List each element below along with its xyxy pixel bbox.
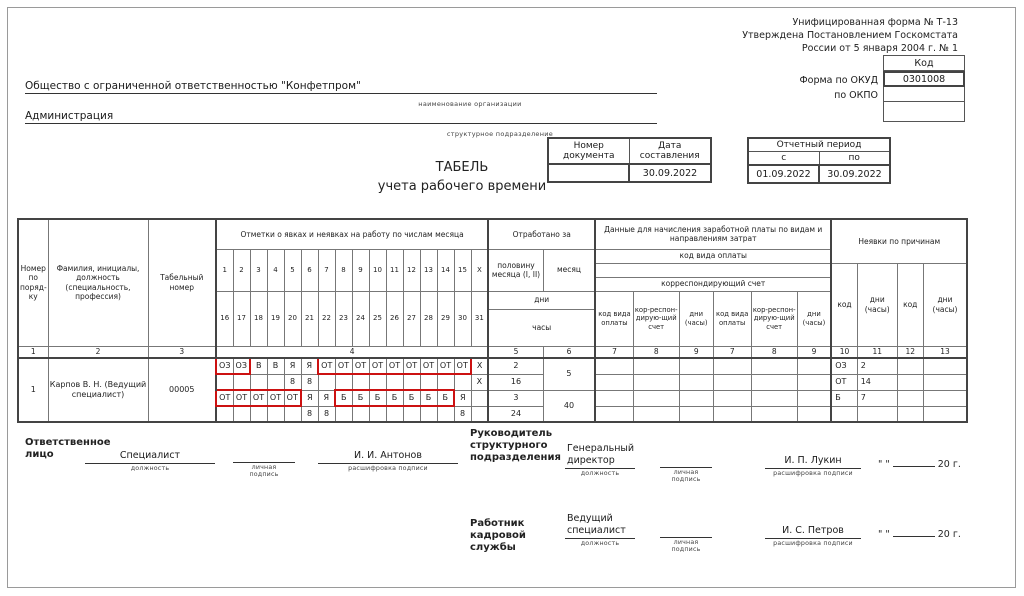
document-title: [330, 158, 594, 196]
colnum: 4: [216, 346, 488, 358]
header-worked-days: дни: [488, 291, 595, 309]
date-year-suffix: г.: [952, 529, 961, 540]
okpo-value: [883, 87, 965, 102]
title-line-2: учета рабочего времени: [377, 179, 547, 194]
signature-caption: личная подпись: [671, 539, 701, 553]
signature-caption: личная подпись: [249, 464, 279, 478]
day-cell: 16: [216, 291, 233, 346]
day-cell: [420, 374, 437, 390]
day-cell: Б: [403, 390, 420, 406]
colnum: 6: [543, 346, 595, 358]
worked-half1-hours: 16: [488, 374, 543, 390]
colnum: 8: [751, 346, 797, 358]
day-cell: 13: [420, 249, 437, 291]
table-cell: [595, 390, 633, 406]
header-pay-sub-3: дни (часы): [679, 291, 713, 346]
day-cell: Я: [454, 390, 471, 406]
worked-half2-hours: 24: [488, 406, 543, 422]
day-cell: В: [250, 358, 267, 374]
responsible-position: [85, 450, 215, 472]
day-cell: [216, 406, 233, 422]
day-cell: 8: [301, 406, 318, 422]
header-worked-half: половину месяца (I, II): [488, 249, 543, 291]
absence-days: 2: [857, 358, 897, 374]
absence-days: 7: [857, 390, 897, 406]
table-cell: [751, 374, 797, 390]
table-cell: [713, 390, 751, 406]
day-cell: [471, 406, 488, 422]
date-year: 20: [937, 459, 950, 470]
table-cell: [797, 358, 831, 374]
head-position: [565, 443, 635, 477]
table-cell: [713, 374, 751, 390]
day-cell: [335, 374, 352, 390]
day-cell: 12: [403, 249, 420, 291]
code-box-header: Код: [883, 55, 965, 71]
position-caption: должность: [580, 470, 620, 477]
day-cell: 28: [420, 291, 437, 346]
period-from-label: с: [748, 152, 819, 166]
absence-days: [857, 406, 897, 422]
day-cell: Б: [335, 390, 352, 406]
day-cell: [216, 374, 233, 390]
table-cell: [633, 406, 679, 422]
colnum: 11: [857, 346, 897, 358]
hr-name: [765, 525, 861, 547]
absence-code: ОЗ: [831, 358, 857, 374]
head-signature-line: [660, 455, 712, 468]
day-cell: ОТ: [369, 358, 386, 374]
table-cell: [897, 406, 923, 422]
day-cell: 18: [250, 291, 267, 346]
day-cell: ОТ: [352, 358, 369, 374]
day-cell: Б: [369, 390, 386, 406]
day-cell: [267, 406, 284, 422]
colnum: 9: [679, 346, 713, 358]
absence-code: Б: [831, 390, 857, 406]
colnum: 2: [48, 346, 148, 358]
colnum: 1: [18, 346, 48, 358]
structural-unit-caption: структурное подразделение: [446, 130, 554, 138]
responsible-name-value: И. И. Антонов: [318, 450, 458, 464]
responsible-person-label: Ответственное лицо: [25, 437, 111, 460]
worked-month-hours: 40: [543, 390, 595, 422]
colnum: 9: [797, 346, 831, 358]
day-cell: ОТ: [335, 358, 352, 374]
header-worked: Отработано за: [488, 219, 595, 249]
day-cell: ОТ: [250, 390, 267, 406]
day-cell: 2: [233, 249, 250, 291]
colnum: 5: [488, 346, 543, 358]
header-pay-sub-2: кор-респон-дирую-щий счет: [633, 291, 679, 346]
transcript-caption: расшифровка подписи: [773, 470, 853, 477]
hr-date-line: [878, 526, 961, 540]
date-year-suffix: г.: [952, 459, 961, 470]
transcript-caption: расшифровка подписи: [348, 465, 428, 472]
day-cell: X: [471, 374, 488, 390]
day-cell: 1: [216, 249, 233, 291]
table-cell: [633, 358, 679, 374]
header-pay: Данные для начисления заработной платы по видам и направлениям затрат: [595, 219, 831, 249]
table-cell: [595, 406, 633, 422]
day-cell: ОТ: [403, 358, 420, 374]
doc-date-value: 30.09.2022: [629, 164, 711, 182]
transcript-caption: расшифровка подписи: [773, 540, 853, 547]
date-year: 20: [937, 529, 950, 540]
header-pay-sub-5: кор-респон-дирую-щий счет: [751, 291, 797, 346]
timesheet-table: [17, 218, 968, 423]
okud-label: Форма по ОКУД: [799, 75, 878, 86]
header-pay-sub-1: код вида оплаты: [595, 291, 633, 346]
day-cell: X: [471, 249, 488, 291]
unit-head-label: Руководитель структурного подразделения: [470, 428, 561, 463]
absence-code: [831, 406, 857, 422]
day-cell: 30: [454, 291, 471, 346]
day-cell: ОТ: [216, 390, 233, 406]
day-cell: 21: [301, 291, 318, 346]
table-cell: [923, 390, 967, 406]
day-cell: Я: [318, 390, 335, 406]
header-name: Фамилия, инициалы, должность (специальность, профессия): [48, 219, 148, 346]
approval-line: Утверждена Постановлением Госкомстата: [742, 30, 958, 41]
day-cell: 3: [250, 249, 267, 291]
position-caption: должность: [130, 465, 170, 472]
table-cell: [897, 374, 923, 390]
day-cell: Б: [420, 390, 437, 406]
colnum: 10: [831, 346, 857, 358]
day-cell: [284, 406, 301, 422]
date-blank-line: [893, 456, 935, 467]
hr-name-value: И. С. Петров: [765, 525, 861, 539]
day-cell: 31: [471, 291, 488, 346]
approval-text: [742, 16, 958, 55]
day-cell: ОТ: [454, 358, 471, 374]
day-cell: [386, 406, 403, 422]
hr-position-value: Ведущий специалист: [565, 513, 635, 539]
table-cell: [595, 374, 633, 390]
day-cell: 20: [284, 291, 301, 346]
okud-value: 0301008: [883, 71, 965, 87]
day-cell: ОТ: [386, 358, 403, 374]
colnum: 3: [148, 346, 216, 358]
period-to-label: по: [819, 152, 890, 166]
head-position-value: Генеральный директор: [565, 443, 635, 469]
personnel-number: 00005: [148, 358, 216, 422]
day-cell: [437, 406, 454, 422]
day-cell: ОТ: [420, 358, 437, 374]
table-cell: [679, 406, 713, 422]
day-cell: 7: [318, 249, 335, 291]
code-box-empty-row: [883, 102, 965, 122]
day-cell: [403, 374, 420, 390]
header-pay-sub-4: код вида оплаты: [713, 291, 751, 346]
day-cell: [233, 374, 250, 390]
hr-position: [565, 513, 635, 547]
day-cell: 24: [352, 291, 369, 346]
okpo-label: по ОКПО: [834, 90, 878, 101]
organization-name-line: [25, 80, 657, 94]
table-cell: [679, 358, 713, 374]
table-cell: [923, 358, 967, 374]
organization-name-caption: наименование организации: [418, 100, 522, 108]
table-cell: [751, 390, 797, 406]
day-cell: Б: [386, 390, 403, 406]
responsible-name: [318, 450, 458, 472]
table-cell: [679, 374, 713, 390]
title-line-1: ТАБЕЛЬ: [435, 160, 489, 175]
colnum: 13: [923, 346, 967, 358]
day-cell: Я: [284, 358, 301, 374]
header-worked-month: месяц: [543, 249, 595, 291]
worked-month-days: 5: [543, 358, 595, 390]
period-to-value: 30.09.2022: [819, 165, 890, 183]
day-cell: 11: [386, 249, 403, 291]
day-cell: ОЗ: [216, 358, 233, 374]
header-absence-code-1: код: [831, 263, 857, 346]
header-absence-code-2: код: [897, 263, 923, 346]
employee-name: Карпов В. Н. (Ведущий специалист): [48, 358, 148, 422]
colnum: 7: [595, 346, 633, 358]
head-date-line: [878, 456, 961, 470]
head-name: [765, 455, 861, 477]
day-cell: [386, 374, 403, 390]
day-cell: ОТ: [267, 390, 284, 406]
signature-caption: личная подпись: [671, 469, 701, 483]
table-cell: [713, 358, 751, 374]
table-cell: [751, 358, 797, 374]
row-number: 1: [18, 358, 48, 422]
header-absence-days-1: дни (часы): [857, 263, 897, 346]
table-cell: [751, 406, 797, 422]
worked-half2-days: 3: [488, 390, 543, 406]
day-cell: В: [267, 358, 284, 374]
day-cell: 9: [352, 249, 369, 291]
header-rownum: Номер по поряд-ку: [18, 219, 48, 346]
hr-signature: [660, 525, 712, 553]
day-cell: [420, 406, 437, 422]
doc-number-header: Номер документа: [548, 138, 629, 164]
doc-date-header: Дата составления: [629, 138, 711, 164]
day-cell: 19: [267, 291, 284, 346]
header-personnel: Табельный номер: [148, 219, 216, 346]
day-cell: Я: [301, 358, 318, 374]
day-cell: [369, 374, 386, 390]
day-cell: [471, 390, 488, 406]
day-cell: 6: [301, 249, 318, 291]
day-cell: 10: [369, 249, 386, 291]
structural-unit: Администрация: [25, 110, 114, 122]
day-cell: [454, 374, 471, 390]
absence-days: 14: [857, 374, 897, 390]
structural-unit-line: [25, 110, 657, 124]
period-from-value: 01.09.2022: [748, 165, 819, 183]
day-cell: Б: [437, 390, 454, 406]
day-cell: [267, 374, 284, 390]
day-cell: [437, 374, 454, 390]
day-cell: [352, 374, 369, 390]
table-cell: [797, 390, 831, 406]
header-pay-code-line: код вида оплаты: [595, 249, 831, 263]
day-cell: [250, 374, 267, 390]
header-pay-sub-6: дни (часы): [797, 291, 831, 346]
table-cell: [797, 374, 831, 390]
day-cell: Б: [352, 390, 369, 406]
date-quotes: " ": [878, 459, 890, 470]
day-cell: 4: [267, 249, 284, 291]
position-caption: должность: [580, 540, 620, 547]
day-cell: [250, 406, 267, 422]
day-cell: 5: [284, 249, 301, 291]
day-cell: 8: [301, 374, 318, 390]
table-cell: [923, 374, 967, 390]
day-cell: ОТ: [437, 358, 454, 374]
table-cell: [897, 358, 923, 374]
table-cell: [679, 390, 713, 406]
table-cell: [595, 358, 633, 374]
report-period-table: [747, 137, 891, 184]
responsible-position-value: Специалист: [85, 450, 215, 464]
hr-employee-label: Работник кадровой службы: [470, 518, 526, 553]
responsible-signature-line: [233, 450, 295, 463]
period-header: Отчетный период: [748, 138, 890, 152]
table-cell: [633, 390, 679, 406]
day-cell: [369, 406, 386, 422]
table-cell: [923, 406, 967, 422]
day-cell: 15: [454, 249, 471, 291]
header-absence: Неявки по причинам: [831, 219, 967, 263]
header-attendance: Отметки о явках и неявках на работу по числам месяца: [216, 219, 488, 249]
day-cell: 8: [318, 406, 335, 422]
day-cell: 23: [335, 291, 352, 346]
date-blank-line: [893, 526, 935, 537]
head-signature: [660, 455, 712, 483]
day-cell: 27: [403, 291, 420, 346]
colnum: 7: [713, 346, 751, 358]
day-cell: ОТ: [318, 358, 335, 374]
colnum: 12: [897, 346, 923, 358]
okud-code-box: [883, 55, 965, 122]
day-cell: 29: [437, 291, 454, 346]
table-cell: [713, 406, 751, 422]
day-cell: [318, 374, 335, 390]
header-pay-account-line: корреспондирующий счет: [595, 277, 831, 291]
head-name-value: И. П. Лукин: [765, 455, 861, 469]
day-cell: ОЗ: [233, 358, 250, 374]
organization-name: Общество с ограниченной ответственностью "Конфетпром": [25, 80, 361, 92]
table-cell: [797, 406, 831, 422]
day-cell: [403, 406, 420, 422]
header-worked-hours: часы: [488, 309, 595, 346]
day-cell: [335, 406, 352, 422]
worked-half1-days: 2: [488, 358, 543, 374]
responsible-signature: [233, 450, 295, 478]
day-cell: X: [471, 358, 488, 374]
day-cell: ОТ: [284, 390, 301, 406]
absence-code: ОТ: [831, 374, 857, 390]
code-labels: [799, 73, 878, 103]
day-cell: Я: [301, 390, 318, 406]
day-cell: 26: [386, 291, 403, 346]
day-cell: 14: [437, 249, 454, 291]
day-cell: 8: [284, 374, 301, 390]
day-cell: [233, 406, 250, 422]
header-absence-days-2: дни (часы): [923, 263, 967, 346]
date-quotes: " ": [878, 529, 890, 540]
day-cell: 22: [318, 291, 335, 346]
day-cell: [352, 406, 369, 422]
day-cell: ОТ: [233, 390, 250, 406]
header-pay-spacer: [595, 263, 831, 277]
table-cell: [897, 390, 923, 406]
day-cell: 17: [233, 291, 250, 346]
day-cell: 8: [454, 406, 471, 422]
approval-line: Унифицированная форма № Т-13: [792, 17, 958, 28]
approval-line: России от 5 января 2004 г. № 1: [801, 43, 958, 54]
day-cell: 8: [335, 249, 352, 291]
colnum: 8: [633, 346, 679, 358]
table-cell: [633, 374, 679, 390]
hr-signature-line: [660, 525, 712, 538]
day-cell: 25: [369, 291, 386, 346]
